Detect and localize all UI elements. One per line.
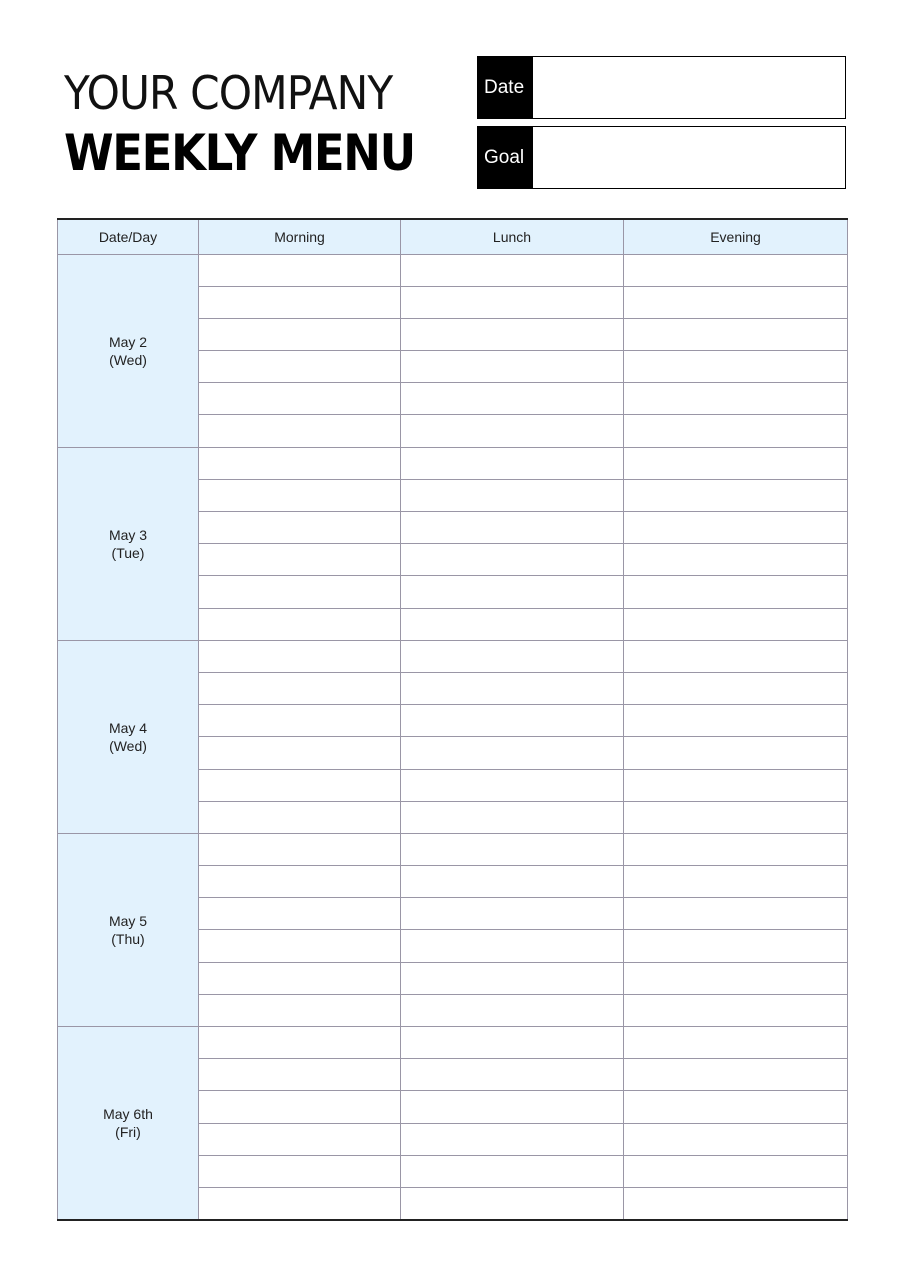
- column-header-morning: Morning: [199, 219, 401, 254]
- day-cell: [58, 254, 199, 447]
- morning-slot[interactable]: [199, 576, 401, 608]
- evening-slot[interactable]: [624, 351, 848, 383]
- morning-slot[interactable]: [199, 705, 401, 737]
- table-row: [58, 254, 848, 286]
- morning-slot[interactable]: [199, 994, 401, 1026]
- lunch-slot[interactable]: [401, 994, 624, 1026]
- lunch-slot[interactable]: [401, 286, 624, 318]
- lunch-slot[interactable]: [401, 930, 624, 962]
- day-cell: [58, 1027, 199, 1220]
- date-input[interactable]: [533, 57, 845, 118]
- column-header-lunch: Lunch: [401, 219, 624, 254]
- morning-slot[interactable]: [199, 962, 401, 994]
- date-field[interactable]: [477, 56, 846, 119]
- evening-slot[interactable]: [624, 801, 848, 833]
- table-row: [58, 833, 848, 865]
- morning-slot[interactable]: [199, 608, 401, 640]
- goal-label: Goal: [478, 127, 533, 188]
- lunch-slot[interactable]: [401, 769, 624, 801]
- morning-slot[interactable]: [199, 1187, 401, 1219]
- lunch-slot[interactable]: [401, 898, 624, 930]
- morning-slot[interactable]: [199, 447, 401, 479]
- column-header-evening: Evening: [624, 219, 848, 254]
- morning-slot[interactable]: [199, 351, 401, 383]
- lunch-slot[interactable]: [401, 866, 624, 898]
- lunch-slot[interactable]: [401, 640, 624, 672]
- morning-slot[interactable]: [199, 672, 401, 704]
- evening-slot[interactable]: [624, 447, 848, 479]
- lunch-slot[interactable]: [401, 447, 624, 479]
- evening-slot[interactable]: [624, 994, 848, 1026]
- morning-slot[interactable]: [199, 415, 401, 447]
- evening-slot[interactable]: [624, 254, 848, 286]
- evening-slot[interactable]: [624, 833, 848, 865]
- goal-field[interactable]: [477, 126, 846, 189]
- lunch-slot[interactable]: [401, 254, 624, 286]
- company-name: YOUR COMPANY: [64, 66, 393, 120]
- evening-slot[interactable]: [624, 705, 848, 737]
- goal-input[interactable]: [533, 127, 845, 188]
- table-row: [58, 640, 848, 672]
- morning-slot[interactable]: [199, 640, 401, 672]
- day-date: May 3: [108, 526, 148, 543]
- lunch-slot[interactable]: [401, 1155, 624, 1187]
- lunch-slot[interactable]: [401, 351, 624, 383]
- evening-slot[interactable]: [624, 640, 848, 672]
- evening-slot[interactable]: [624, 1187, 848, 1219]
- morning-slot[interactable]: [199, 512, 401, 544]
- lunch-slot[interactable]: [401, 383, 624, 415]
- evening-slot[interactable]: [624, 1123, 848, 1155]
- lunch-slot[interactable]: [401, 544, 624, 576]
- lunch-slot[interactable]: [401, 415, 624, 447]
- lunch-slot[interactable]: [401, 1187, 624, 1219]
- morning-slot[interactable]: [199, 930, 401, 962]
- morning-slot[interactable]: [199, 318, 401, 350]
- lunch-slot[interactable]: [401, 576, 624, 608]
- morning-slot[interactable]: [199, 254, 401, 286]
- day-cell: [58, 447, 199, 640]
- evening-slot[interactable]: [624, 318, 848, 350]
- evening-slot[interactable]: [624, 1091, 848, 1123]
- lunch-slot[interactable]: [401, 479, 624, 511]
- date-label: Date: [478, 57, 533, 118]
- morning-slot[interactable]: [199, 383, 401, 415]
- evening-slot[interactable]: [624, 576, 848, 608]
- page-title: WEEKLY MENU: [64, 124, 415, 182]
- evening-slot[interactable]: [624, 866, 848, 898]
- evening-slot[interactable]: [624, 672, 848, 704]
- evening-slot[interactable]: [624, 544, 848, 576]
- weekly-menu-table: [57, 218, 848, 1221]
- evening-slot[interactable]: [624, 415, 848, 447]
- table-row: [58, 1027, 848, 1059]
- evening-slot[interactable]: [624, 1027, 848, 1059]
- day-date: May 2: [108, 333, 148, 350]
- morning-slot[interactable]: [199, 801, 401, 833]
- lunch-slot[interactable]: [401, 608, 624, 640]
- morning-slot[interactable]: [199, 833, 401, 865]
- evening-slot[interactable]: [624, 383, 848, 415]
- morning-slot[interactable]: [199, 1123, 401, 1155]
- morning-slot[interactable]: [199, 1027, 401, 1059]
- evening-slot[interactable]: [624, 286, 848, 318]
- morning-slot[interactable]: [199, 286, 401, 318]
- evening-slot[interactable]: [624, 608, 848, 640]
- lunch-slot[interactable]: [401, 1059, 624, 1091]
- lunch-slot[interactable]: [401, 833, 624, 865]
- evening-slot[interactable]: [624, 1155, 848, 1187]
- morning-slot[interactable]: [199, 1091, 401, 1123]
- table-header-row: [58, 219, 848, 254]
- day-weekday: (Tue): [111, 544, 145, 561]
- day-cell: [58, 640, 199, 833]
- lunch-slot[interactable]: [401, 801, 624, 833]
- evening-slot[interactable]: [624, 769, 848, 801]
- morning-slot[interactable]: [199, 544, 401, 576]
- evening-slot[interactable]: [624, 930, 848, 962]
- day-date: May 6th: [103, 1105, 153, 1122]
- evening-slot[interactable]: [624, 898, 848, 930]
- day-weekday: (Wed): [109, 351, 147, 368]
- table-row: [58, 447, 848, 479]
- lunch-slot[interactable]: [401, 318, 624, 350]
- lunch-slot[interactable]: [401, 1091, 624, 1123]
- lunch-slot[interactable]: [401, 1123, 624, 1155]
- lunch-slot[interactable]: [401, 1027, 624, 1059]
- morning-slot[interactable]: [199, 479, 401, 511]
- evening-slot[interactable]: [624, 479, 848, 511]
- lunch-slot[interactable]: [401, 512, 624, 544]
- day-date: May 5: [108, 912, 148, 929]
- evening-slot[interactable]: [624, 962, 848, 994]
- morning-slot[interactable]: [199, 1059, 401, 1091]
- evening-slot[interactable]: [624, 512, 848, 544]
- morning-slot[interactable]: [199, 1155, 401, 1187]
- morning-slot[interactable]: [199, 898, 401, 930]
- column-header-date-day: Date/Day: [58, 219, 199, 254]
- evening-slot[interactable]: [624, 1059, 848, 1091]
- day-weekday: (Wed): [109, 737, 147, 754]
- lunch-slot[interactable]: [401, 705, 624, 737]
- morning-slot[interactable]: [199, 769, 401, 801]
- lunch-slot[interactable]: [401, 962, 624, 994]
- lunch-slot[interactable]: [401, 737, 624, 769]
- day-weekday: (Fri): [115, 1123, 141, 1140]
- morning-slot[interactable]: [199, 866, 401, 898]
- lunch-slot[interactable]: [401, 672, 624, 704]
- day-cell: [58, 833, 199, 1026]
- table-body: [58, 254, 848, 1220]
- day-date: May 4: [108, 719, 148, 736]
- day-weekday: (Thu): [111, 930, 145, 947]
- evening-slot[interactable]: [624, 737, 848, 769]
- morning-slot[interactable]: [199, 737, 401, 769]
